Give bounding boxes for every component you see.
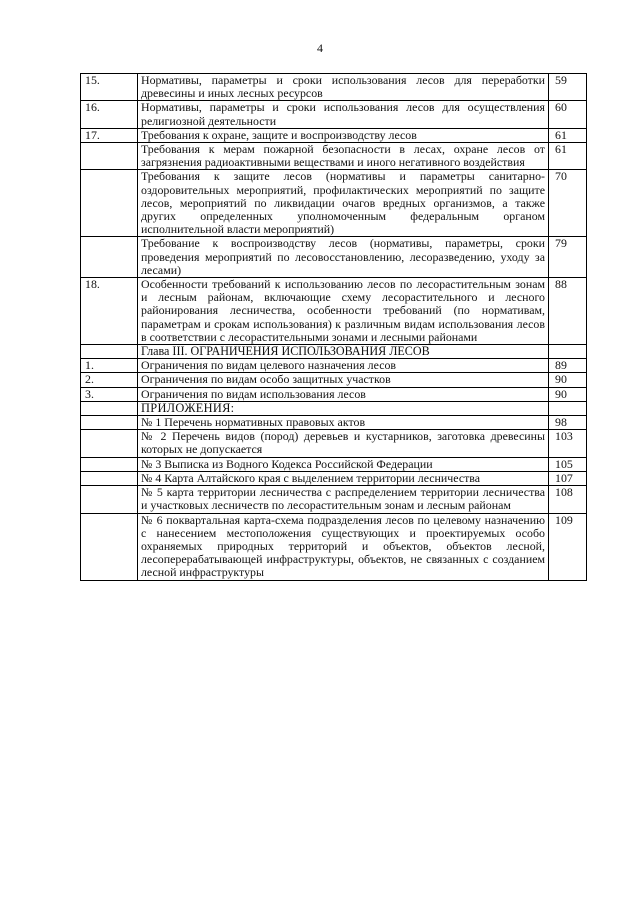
toc-row	[81, 101, 587, 128]
toc-row	[81, 430, 587, 457]
toc-row	[81, 373, 587, 387]
row-number	[81, 237, 138, 278]
toc-row	[81, 513, 587, 580]
row-page: 105	[549, 457, 587, 471]
row-page: 90	[549, 373, 587, 387]
row-title: № 4 Карта Алтайского края с выделением территории лесничества	[138, 471, 549, 485]
row-title: № 2 Перечень видов (пород) деревьев и кустарников, заготовка древесины которых не допускается	[138, 430, 549, 457]
row-page: 88	[549, 278, 587, 345]
row-number	[81, 513, 138, 580]
row-page	[549, 401, 587, 415]
row-title: Требования к охране, защите и воспроизводству лесов	[138, 128, 549, 142]
row-number: 16.	[81, 101, 138, 128]
appendix-heading: ПРИЛОЖЕНИЯ:	[138, 401, 549, 415]
toc-row	[81, 486, 587, 513]
row-page: 79	[549, 237, 587, 278]
toc-row	[81, 471, 587, 485]
toc-row-chapter	[81, 345, 587, 359]
toc-row	[81, 387, 587, 401]
row-number	[81, 486, 138, 513]
row-page: 60	[549, 101, 587, 128]
row-number: 3.	[81, 387, 138, 401]
toc-row-appendix-heading	[81, 401, 587, 415]
toc-row	[81, 359, 587, 373]
row-page: 59	[549, 74, 587, 101]
toc-row	[81, 128, 587, 142]
row-title: Требования к мерам пожарной безопасности в лесах, охране лесов от загрязнения радиоактивными веществами и иного негативного воздействия	[138, 143, 549, 170]
row-page: 61	[549, 128, 587, 142]
row-title: Особенности требований к использованию лесов по лесорастительным зонам и лесным районам, включающие схему лесорастительного и лесного районирования лесничества, особенности требований (по нормативам, параметрам и срокам использования) к различным видам использования лесов в соответствии с лесорастительными зонами и лесными районами	[138, 278, 549, 345]
row-title: Требования к защите лесов (нормативы и параметры санитарно-оздоровительных мероприятий, профилактических мероприятий по защите лесов, мероприятий по ликвидации очагов вредных организмов, а также других определенных уполномоченным федеральным органом исполнительной власти мероприятий)	[138, 170, 549, 237]
row-number	[81, 345, 138, 359]
row-number	[81, 170, 138, 237]
row-number	[81, 143, 138, 170]
row-number	[81, 471, 138, 485]
toc-row	[81, 74, 587, 101]
row-title: № 6 поквартальная карта-схема подразделения лесов по целевому назначению с нанесением местоположения существующих и проектируемых особо охраняемых природных территорий и объектов, объектов лесной, лесоперерабатывающей инфраструктуры, объектов, не связанных с созданием лесной инфраструктуры	[138, 513, 549, 580]
toc-row	[81, 457, 587, 471]
table-of-contents	[80, 73, 587, 581]
row-number: 15.	[81, 74, 138, 101]
toc-row	[81, 416, 587, 430]
toc-row	[81, 237, 587, 278]
row-page: 70	[549, 170, 587, 237]
row-number: 2.	[81, 373, 138, 387]
row-title: Нормативы, параметры и сроки использования лесов для переработки древесины и иных лесных ресурсов	[138, 74, 549, 101]
row-title: № 3 Выписка из Водного Кодекса Российской Федерации	[138, 457, 549, 471]
row-title: № 5 карта территории лесничества с распределением территории лесничества и участковых лесничеств по лесорастительным зонам и лесным районам	[138, 486, 549, 513]
row-number	[81, 457, 138, 471]
row-title: № 1 Перечень нормативных правовых актов	[138, 416, 549, 430]
row-page: 107	[549, 471, 587, 485]
row-title: Ограничения по видам целевого назначения лесов	[138, 359, 549, 373]
row-number	[81, 416, 138, 430]
row-page: 108	[549, 486, 587, 513]
row-number: 1.	[81, 359, 138, 373]
row-number: 17.	[81, 128, 138, 142]
page-number: 4	[317, 41, 323, 55]
row-title: Требование к воспроизводству лесов (нормативы, параметры, сроки проведения мероприятий по лесовосстановлению, лесоразведению, уходу за лесами)	[138, 237, 549, 278]
row-number	[81, 430, 138, 457]
row-page: 98	[549, 416, 587, 430]
chapter-heading: Глава III. ОГРАНИЧЕНИЯ ИСПОЛЬЗОВАНИЯ ЛЕСОВ	[138, 345, 549, 359]
row-page: 61	[549, 143, 587, 170]
row-page: 109	[549, 513, 587, 580]
row-page: 103	[549, 430, 587, 457]
row-number: 18.	[81, 278, 138, 345]
toc-row	[81, 170, 587, 237]
row-number	[81, 401, 138, 415]
row-title: Ограничения по видам особо защитных участков	[138, 373, 549, 387]
toc-row	[81, 278, 587, 345]
row-page: 89	[549, 359, 587, 373]
row-page: 90	[549, 387, 587, 401]
toc-row	[81, 143, 587, 170]
row-page	[549, 345, 587, 359]
row-title: Нормативы, параметры и сроки использования лесов для осуществления религиозной деятельности	[138, 101, 549, 128]
row-title: Ограничения по видам использования лесов	[138, 387, 549, 401]
